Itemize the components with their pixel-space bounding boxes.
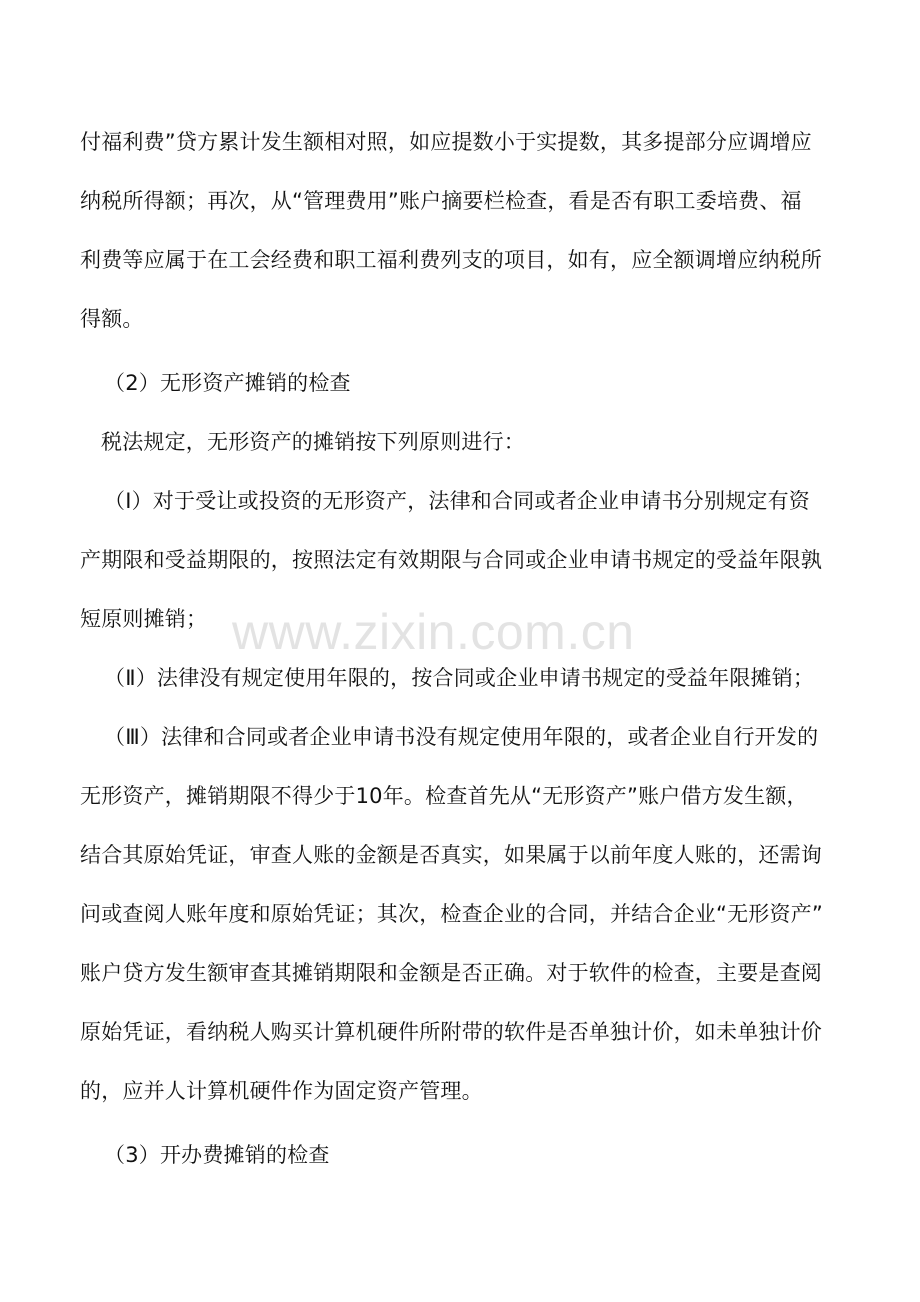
tax-rule-intro: 税法规定，无形资产的摊销按下列原则进行： <box>101 430 525 454</box>
rule-ii-line: （Ⅱ）法律没有规定使用年限的，按合同或企业申请书规定的受益年限摊销； <box>104 666 815 690</box>
rule-iii-line-2: 无形资产，摊销期限不得少于10年。检查首先从“无形资产”账户借方发生额， <box>80 784 808 808</box>
paragraph-line-2: 纳税所得额；再次，从“管理费用”账户摘要栏检查，看是否有职工委培费、福 <box>80 189 802 213</box>
rule-iii-line-4: 问或查阅人账年度和原始凭证；其次，检查企业的合同，并结合企业“无形资产” <box>80 902 823 926</box>
rule-iii-line-7: 的，应并人计算机硬件作为固定资产管理。 <box>80 1079 483 1103</box>
rule-i-line-1: （Ⅰ）对于受让或投资的无形资产，法律和合同或者企业申请书分别规定有资 <box>104 489 810 513</box>
paragraph-line-3: 利费等应属于在工会经费和职工福利费列支的项目，如有，应全额调增应纳税所 <box>80 248 822 272</box>
paragraph-line-1: 付福利费”贷方累计发生额相对照，如应提数小于实提数，其多提部分应调增应 <box>80 130 812 154</box>
rule-i-line-2: 产期限和受益期限的，按照法定有效期限与合同或企业申请书规定的受益年限孰 <box>80 548 822 572</box>
rule-iii-line-3: 结合其原始凭证，审查人账的金额是否真实，如果属于以前年度人账的，还需询 <box>80 843 822 867</box>
site-watermark: www.zixin.com.cn <box>232 604 635 660</box>
paragraph-line-4: 得额。 <box>80 307 144 331</box>
rule-iii-line-1: （Ⅲ）法律和合同或者企业申请书没有规定使用年限的，或者企业自行开发的 <box>104 725 819 749</box>
rule-iii-line-5: 账户贷方发生额审查其摊销期限和金额是否正确。对于软件的检查，主要是查阅 <box>80 961 822 985</box>
section-heading-2: （2）无形资产摊销的检查 <box>104 371 351 395</box>
rule-iii-line-6: 原始凭证，看纳税人购买计算机硬件所附带的软件是否单独计价，如未单独计价 <box>80 1020 822 1044</box>
section-heading-3: （3）开办费摊销的检查 <box>104 1143 330 1167</box>
rule-i-line-3: 短原则摊销； <box>80 607 208 631</box>
